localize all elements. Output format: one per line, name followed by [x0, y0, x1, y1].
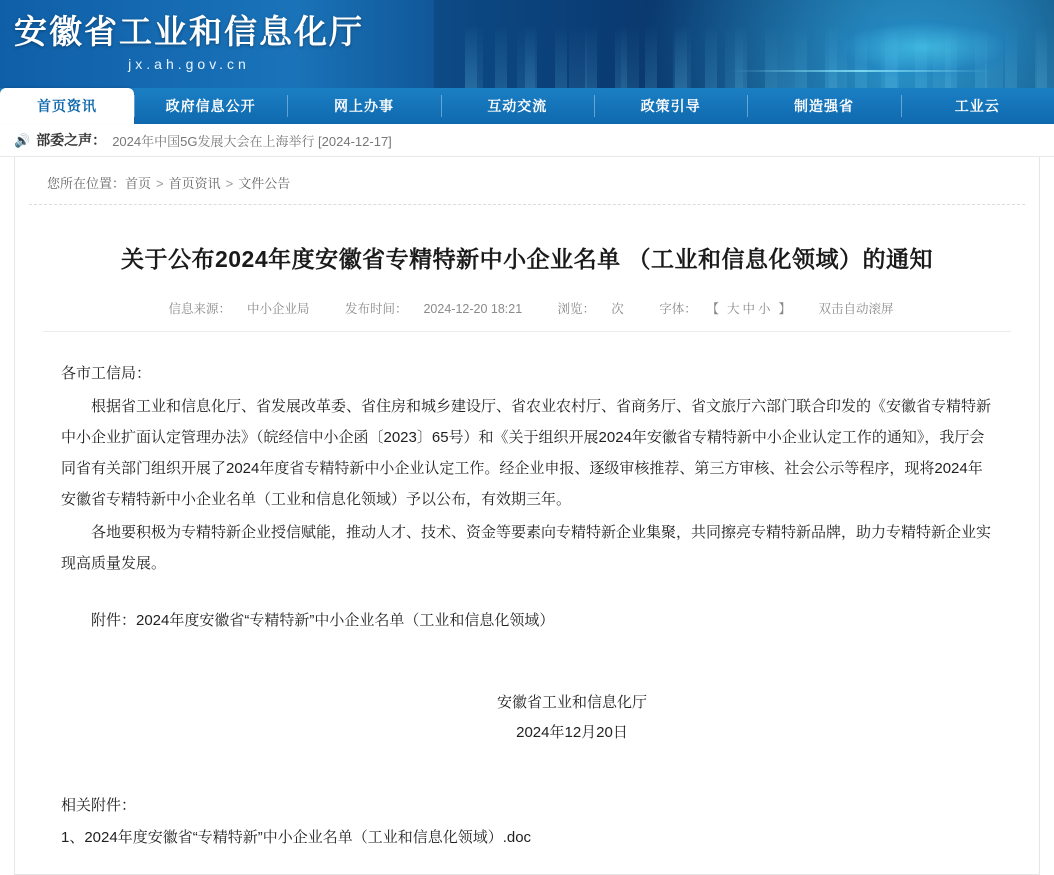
- meta-views-value: 次: [611, 302, 624, 316]
- nav-item-manufacturing[interactable]: [747, 88, 900, 124]
- meta-views: [550, 302, 632, 316]
- attachment-link[interactable]: 1、2024年度安徽省“专精特新”中小企业名单（工业和信息化领域）.doc: [61, 829, 532, 846]
- meta-views-label: 浏览：: [557, 302, 596, 316]
- meta-source: [160, 302, 317, 316]
- meta-source-label: 信息来源：: [168, 302, 231, 316]
- meta-time: [337, 302, 530, 316]
- nav-item-policy[interactable]: [594, 88, 747, 124]
- nav-item-online-service[interactable]: [287, 88, 440, 124]
- site-banner: [0, 0, 1054, 88]
- article-meta: [43, 299, 1011, 332]
- breadcrumb-separator: >: [156, 176, 164, 191]
- nav-item-label: 制造强省: [793, 98, 854, 114]
- nav-item-label: 政策引导: [640, 98, 701, 114]
- page-title: 关于公布2024年度安徽省专精特新中小企业名单 （工业和信息化领域）的通知: [120, 246, 934, 272]
- article-card: [14, 157, 1040, 875]
- article-signature: [61, 688, 993, 748]
- auto-scroll-button[interactable]: 双击自动滚屏: [818, 302, 894, 316]
- font-size-control: [651, 302, 799, 316]
- nav-item-label: 互动交流: [487, 98, 548, 114]
- breadcrumb-item-documents[interactable]: 文件公告: [238, 176, 291, 191]
- article-salutation: 各市工信局：: [61, 365, 152, 382]
- article-paragraph: 根据省工业和信息化厅、省发展改革委、省住房和城乡建设厅、省农业农村厅、省商务厅、省文旅厅六部门联合印发的《安徽省专精特新中小企业扩面认定管理办法》（皖经信中小企函〔2023〕65号）和《关于组织开展2024年安徽省专精特新中小企业认定工作的通知》，我厅会同省有关部门组织开展了2024年度省专精特新中小企业认定工作。经企业申报、逐级审核推荐、第三方审核、社会公示等程序，现将2024年安徽省专精特新中小企业名单（工业和信息化领域）予以公布，有效期三年。: [61, 398, 992, 508]
- meta-time-label: 发布时间：: [344, 302, 408, 316]
- breadcrumb-separator: >: [225, 176, 234, 191]
- main-navigation: [0, 88, 1054, 124]
- notice-bar-link[interactable]: 2024年中国5G发展大会在上海举行 [2024-12-17]: [112, 133, 392, 149]
- notice-bar: [0, 124, 1054, 157]
- speaker-icon: 🔊: [14, 132, 31, 148]
- meta-source-value: 中小企业局: [246, 302, 310, 316]
- breadcrumb-prefix: 您所在位置：: [47, 176, 126, 191]
- meta-time-value: 2024-12-20 18:21: [423, 302, 523, 316]
- page-container: [0, 157, 1054, 875]
- attachment-item[interactable]: [61, 822, 993, 854]
- breadcrumb: [29, 157, 1025, 205]
- notice-bar-label: 部委之声：: [36, 132, 107, 148]
- font-size-label: 字体：: [659, 302, 697, 316]
- related-attachments: [61, 790, 993, 854]
- site-logo-domain: jx.ah.gov.cn: [128, 56, 250, 72]
- nav-item-home[interactable]: [0, 88, 134, 124]
- nav-item-label: 政府信息公开: [165, 98, 256, 114]
- nav-item-government-info[interactable]: [134, 88, 287, 124]
- nav-item-interaction[interactable]: [441, 88, 594, 124]
- signature-date: 2024年12月20日: [516, 724, 628, 741]
- site-logo[interactable]: [14, 12, 364, 72]
- site-logo-title: 安徽省工业和信息化厅: [14, 13, 364, 50]
- font-size-bracket-open: 【: [712, 302, 719, 316]
- nav-item-industrial-cloud[interactable]: [901, 88, 1054, 124]
- breadcrumb-item-news[interactable]: 首页资讯: [168, 176, 221, 191]
- nav-item-label: 工业云: [954, 98, 1000, 114]
- font-size-large-button[interactable]: 大: [726, 302, 740, 316]
- nav-item-label: 网上办事: [333, 98, 394, 114]
- nav-item-label: 首页资讯: [37, 98, 97, 114]
- banner-glow-line: [731, 70, 991, 72]
- article-body: [61, 358, 993, 636]
- font-size-medium-button[interactable]: 中: [742, 302, 755, 316]
- font-size-small-button[interactable]: 小: [758, 302, 771, 316]
- article-attachment-line: 附件：2024年度安徽省“专精特新”中小企业名单（工业和信息化领域）: [91, 612, 555, 629]
- signature-organization: 安徽省工业和信息化厅: [496, 694, 647, 711]
- banner-cityscape-image: [434, 0, 1054, 88]
- article-paragraph: 各地要积极为专精特新企业授信赋能，推动人才、技术、资金等要素向专精特新企业集聚，共同擦亮专精特新品牌，助力专精特新企业实现高质量发展。: [61, 524, 992, 572]
- breadcrumb-item-home[interactable]: 首页: [125, 176, 152, 191]
- font-size-bracket-close: 】: [778, 302, 792, 316]
- related-attachments-label: 相关附件：: [61, 797, 137, 814]
